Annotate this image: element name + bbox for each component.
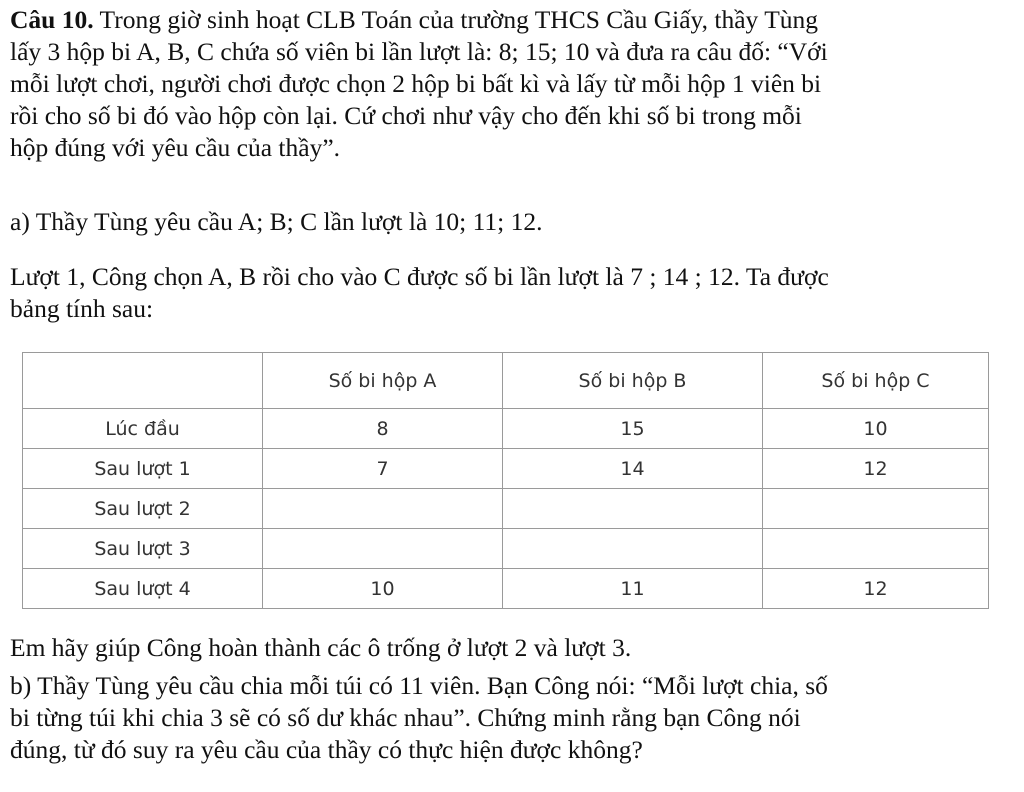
cell-box-c (763, 529, 989, 569)
header-cell-box-a: Số bi hộp A (263, 353, 503, 409)
cell-box-c (763, 489, 989, 529)
intro-line: rồi cho số bi đó vào hộp còn lại. Cứ chơi như vậy cho đến khi số bi trong mỗi (10, 101, 802, 130)
cell-box-c: 12 (763, 449, 989, 489)
help-instruction: Em hãy giúp Công hoàn thành các ô trống ở lượt 2 và lượt 3. (10, 633, 632, 662)
table-row (23, 449, 989, 489)
table-row (23, 529, 989, 569)
row-label: Sau lượt 2 (23, 489, 263, 529)
cell-box-b: 14 (503, 449, 763, 489)
cell-box-c: 12 (763, 569, 989, 609)
intro-line: lấy 3 hộp bi A, B, C chứa số viên bi lần lượt là: 8; 15; 10 và đưa ra câu đố: “Với (10, 37, 828, 66)
cell-box-b (503, 529, 763, 569)
cell-box-a (263, 489, 503, 529)
cell-box-a: 10 (263, 569, 503, 609)
part-b-line: bi từng túi khi chia 3 sẽ có số dư khác nhau”. Chứng minh rằng bạn Công nói (10, 703, 801, 732)
row-label: Sau lượt 4 (23, 569, 263, 609)
cell-box-b: 15 (503, 409, 763, 449)
turn1-line: bảng tính sau: (10, 294, 154, 323)
turn1-line: Lượt 1, Công chọn A, B rồi cho vào C được số bi lần lượt là 7 ; 14 ; 12. Ta được (10, 262, 829, 291)
marble-table (22, 352, 989, 609)
cell-box-b (503, 489, 763, 529)
table-row (23, 489, 989, 529)
table-row (23, 409, 989, 449)
table-row (23, 569, 989, 609)
question-intro (10, 4, 1018, 164)
header-cell-box-b: Số bi hộp B (503, 353, 763, 409)
part-b-line: đúng, từ đó suy ra yêu cầu của thầy có thực hiện được không? (10, 735, 643, 764)
question-label: Câu 10. (10, 5, 94, 34)
row-label: Lúc đầu (23, 409, 263, 449)
part-b-text (10, 670, 1018, 766)
turn1-text (10, 261, 1018, 325)
cell-box-b: 11 (503, 569, 763, 609)
part-a-text: a) Thầy Tùng yêu cầu A; B; C lần lượt là 10; 11; 12. (10, 207, 543, 236)
header-cell-empty (23, 353, 263, 409)
row-label: Sau lượt 1 (23, 449, 263, 489)
intro-line: hộp đúng với yêu cầu của thầy”. (10, 133, 341, 162)
part-b-line: b) Thầy Tùng yêu cầu chia mỗi túi có 11 viên. Bạn Công nói: “Mỗi lượt chia, số (10, 671, 828, 700)
cell-box-a: 8 (263, 409, 503, 449)
intro-line: mỗi lượt chơi, người chơi được chọn 2 hộp bi bất kì và lấy từ mỗi hộp 1 viên bi (10, 69, 822, 98)
row-label: Sau lượt 3 (23, 529, 263, 569)
intro-line: Trong giờ sinh hoạt CLB Toán của trường THCS Cầu Giấy, thầy Tùng (93, 5, 819, 34)
cell-box-a (263, 529, 503, 569)
table-header-row (23, 353, 989, 409)
header-cell-box-c: Số bi hộp C (763, 353, 989, 409)
cell-box-a: 7 (263, 449, 503, 489)
cell-box-c: 10 (763, 409, 989, 449)
